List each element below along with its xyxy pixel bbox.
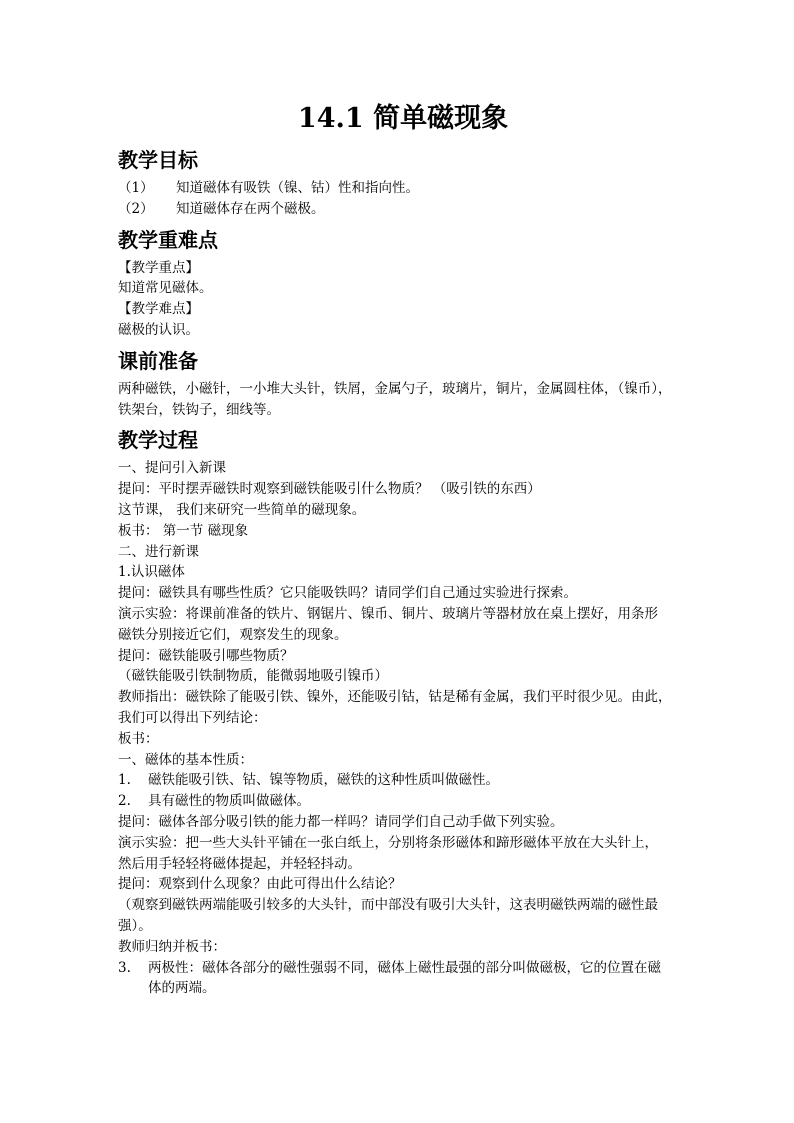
- process-line: （观察到磁铁两端能吸引较多的大头针，而中部没有吸引大头针，这表明磁铁两端的磁性最: [118, 897, 658, 914]
- process-line: 这节课， 我们来研究一些简单的磁现象。: [118, 501, 366, 518]
- process-line: 演示实验：把一些大头针平铺在一张白纸上，分别将条形磁体和蹄形磁体平放在大头针上，: [118, 834, 658, 851]
- difficult-label: 【教学难点】: [118, 301, 199, 318]
- process-line: 然后用手轻轻将磁体提起，并轻轻抖动。: [118, 855, 361, 872]
- process-line: （磁铁能吸引铁制物质，能微弱地吸引镍币）: [118, 668, 388, 685]
- process-line: 教师指出：磁铁除了能吸引铁、镍外，还能吸引钴，钴是稀有金属，我们平时很少见。由此，: [118, 689, 672, 706]
- process-line: 一、磁体的基本性质：: [118, 751, 253, 768]
- process-line: 提问：磁铁具有哪些性质？它只能吸铁吗？请同学们自己通过实验进行探索。: [118, 585, 577, 602]
- process-line: 一、提问引入新课: [118, 460, 226, 477]
- document-page: [118, 100, 688, 999]
- goal-item-2-num: （2）: [118, 200, 154, 217]
- key-label: 【教学重点】: [118, 259, 199, 276]
- property-item-3: [118, 958, 688, 979]
- process-line: 二、进行新课: [118, 543, 199, 560]
- prep-line-2: 铁架台，铁钩子，细线等。: [118, 401, 280, 418]
- process-line: 提问：磁铁能吸引哪些物质？: [118, 647, 294, 664]
- goals-heading: 教学目标: [118, 148, 198, 172]
- property-item-1-num: 1.: [118, 772, 131, 789]
- goal-item-1-text: 知道磁体有吸铁（镍、钴）性和指向性。: [176, 180, 419, 196]
- goal-item-1: [118, 178, 688, 199]
- property-item-1: [118, 770, 688, 791]
- process-line: 提问：平时摆弄磁铁时观察到磁铁能吸引什么物质？ （吸引铁的东西）: [118, 481, 541, 498]
- property-item-3-num: 3.: [118, 959, 131, 976]
- property-item-2-num: 2.: [118, 793, 131, 810]
- process-line: 板书： 第一节 磁现象: [118, 522, 249, 539]
- document-title: 14.1 简单磁现象: [297, 103, 509, 134]
- process-line: 教师归纳并板书：: [118, 938, 226, 955]
- process-heading: 教学过程: [118, 428, 198, 453]
- process-line: 提问：观察到什么现象？由此可得出什么结论？: [118, 876, 402, 893]
- process-line: 磁铁分别接近它们，观察发生的现象。: [118, 626, 348, 643]
- goal-item-1-num: （1）: [118, 180, 154, 196]
- property-item-2: [118, 791, 688, 812]
- process-line: 板书：: [118, 730, 159, 747]
- property-item-2-text: 具有磁性的物质叫做磁体。: [148, 793, 310, 810]
- difficult-text: 磁极的认识。: [118, 321, 199, 338]
- process-line: 演示实验：将课前准备的铁片、钢锯片、镍币、铜片、玻璃片等器材放在桌上摆好，用条形: [118, 605, 658, 622]
- property-item-3-text: 两极性：磁体各部分的磁性强弱不同，磁体上磁性最强的部分叫做磁极，它的位置在磁: [148, 959, 661, 976]
- property-item-3-continuation: 体的两端。: [148, 980, 216, 997]
- keypoints-heading: 教学重难点: [118, 227, 218, 252]
- goal-item-2: [118, 199, 688, 220]
- key-text: 知道常见磁体。: [118, 280, 213, 297]
- process-line: 我们可以得出下列结论：: [118, 709, 267, 726]
- process-line: 1.认识磁体: [118, 564, 185, 581]
- prep-heading: 课前准备: [118, 348, 198, 373]
- process-line: 提问：磁体各部分吸引铁的能力都一样吗？请同学们自己动手做下列实验。: [118, 813, 564, 830]
- prep-line-1: 两种磁铁，小磁针，一小堆大头针，铁屑，金属勺子，玻璃片，铜片，金属圆柱体，（镍币），: [118, 380, 672, 397]
- process-line: 强）。: [118, 917, 152, 934]
- goal-item-2-text: 知道磁体存在两个磁极。: [176, 200, 325, 217]
- property-item-1-text: 磁铁能吸引铁、钴、镍等物质，磁铁的这种性质叫做磁性。: [148, 772, 499, 789]
